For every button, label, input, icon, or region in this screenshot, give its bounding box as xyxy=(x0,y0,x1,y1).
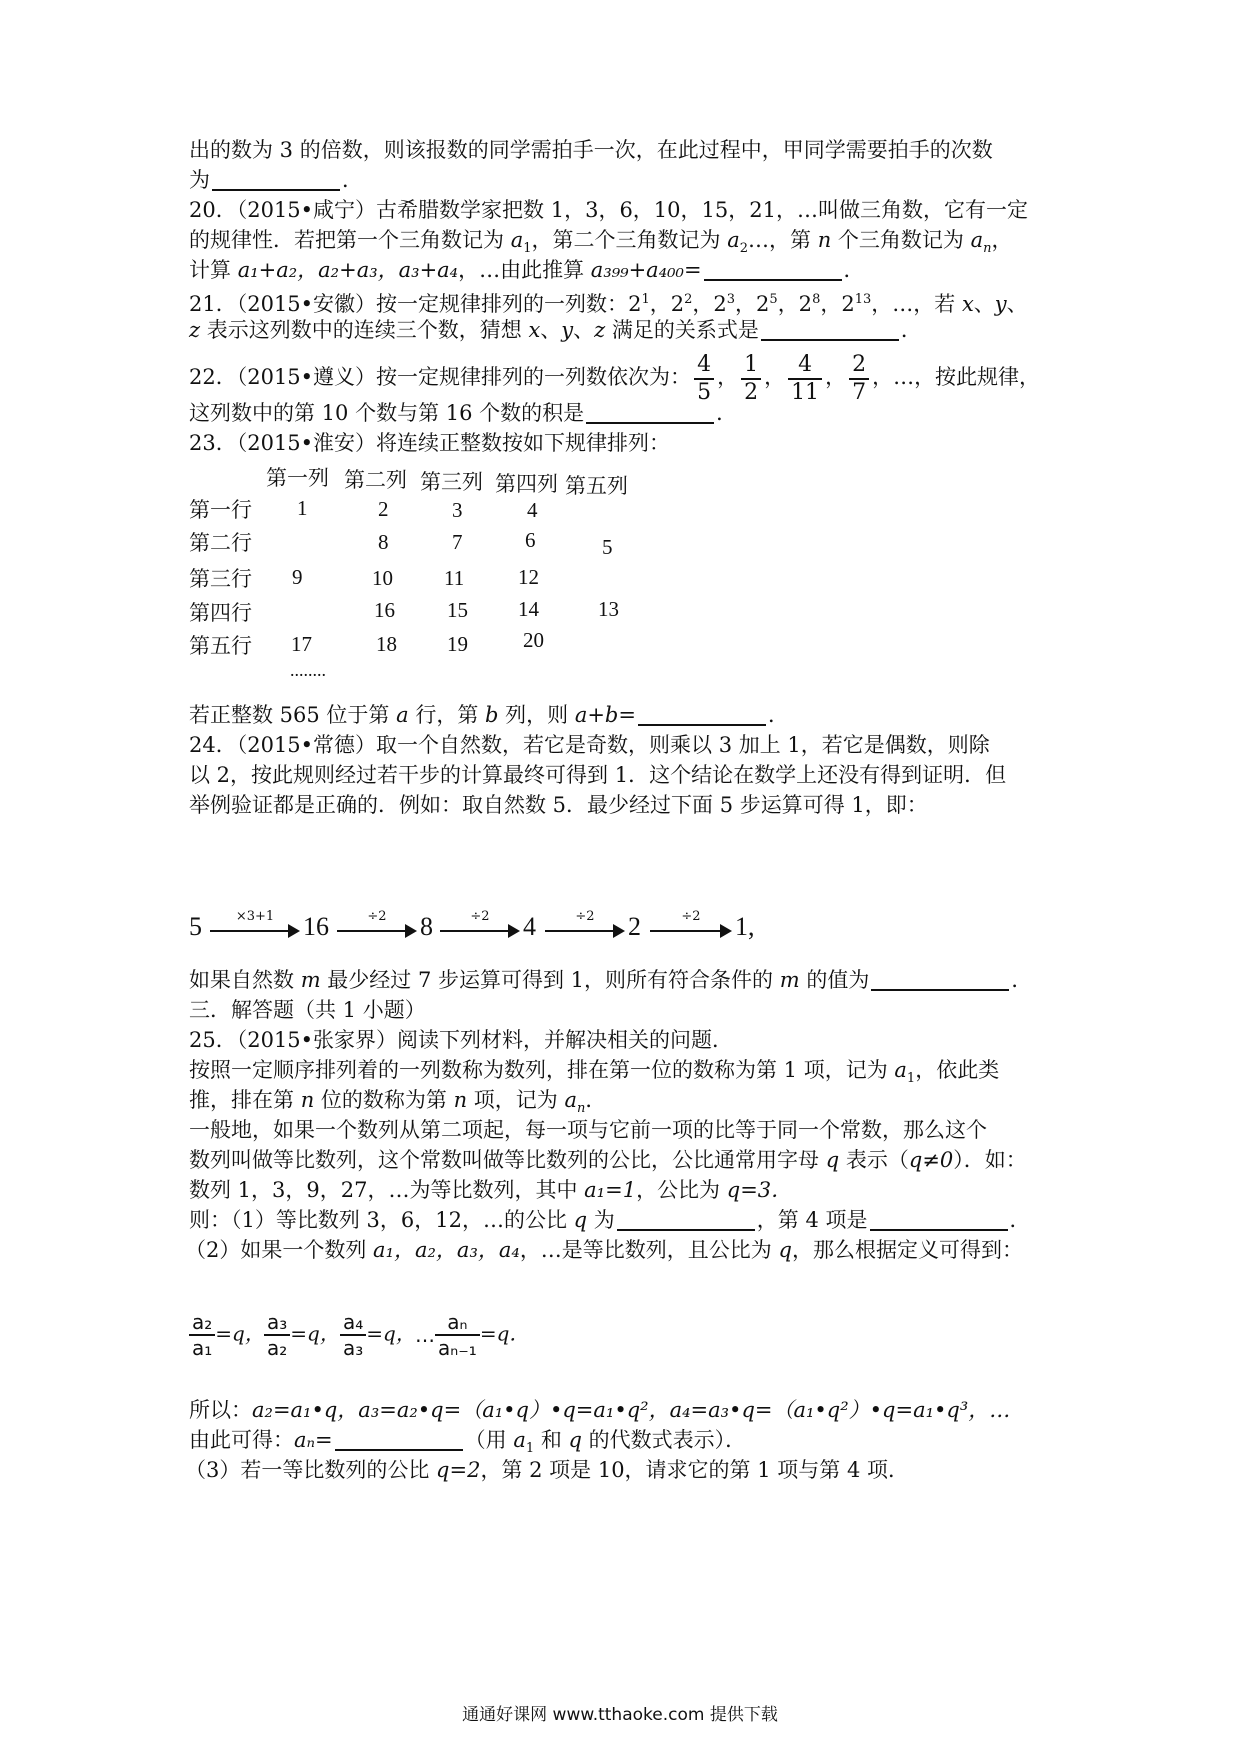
table-cell: 10 xyxy=(372,566,393,590)
table-cell: 5 xyxy=(602,535,613,559)
col-header-2: 第二列 xyxy=(344,468,407,492)
table-cell: 16 xyxy=(374,598,395,622)
answer-blank-q23[interactable] xyxy=(638,702,766,726)
table-cell: 15 xyxy=(447,598,468,622)
q20-line1: 20．（2015•咸宁）古希腊数学家把数 1，3，6，10，15，21，…叫做三角数，它有一定 xyxy=(189,198,1028,222)
q19-line2: 为 ． xyxy=(189,168,363,192)
table-ellipsis: ........ xyxy=(290,660,326,680)
ratio-formula: … $\frac{\text{aₙ}}{\text{aₙ₋₁}}$ =q． xyxy=(415,1310,530,1360)
answer-blank-q25-ratio[interactable] xyxy=(617,1207,755,1231)
collatz-number: 16 xyxy=(303,912,329,941)
arrow-icon: ÷2 xyxy=(440,915,520,945)
q25-line12: （3）若一等比数列的公比 q=2，第 2 项是 10，请求它的第 1 项与第 4 项． xyxy=(185,1458,909,1482)
q25-line4: 一般地，如果一个数列从第二项起，每一项与它前一项的比等于同一个常数，那么这个 xyxy=(189,1118,987,1142)
arrow-icon: ÷2 xyxy=(650,915,732,945)
row-header-1: 第一行 xyxy=(189,498,252,522)
table-cell: 12 xyxy=(518,565,539,589)
q23-line2: 若正整数 565 位于第 a 行，第 b 列，则 a+b= ． xyxy=(189,703,789,727)
table-cell: 1 xyxy=(297,496,308,520)
col-header-3: 第三列 xyxy=(420,470,483,494)
q25-line3: 推，排在第 n 位的数称为第 n 项，记为 $a_n$． xyxy=(189,1088,607,1117)
ratio-formula: $\frac{\text{a₃}}{\text{a₂}}$ =q， xyxy=(264,1310,340,1360)
q25-line7: 则：（1）等比数列 3，6，12，…的公比 q 为 ，第 4 项是 ． xyxy=(189,1208,1031,1232)
q25-line11: 由此可得：aₙ= （用 $a_1$ 和 q 的代数式表示）． xyxy=(189,1428,747,1457)
table-cell: 17 xyxy=(291,632,312,656)
table-cell: 18 xyxy=(376,632,397,656)
q22-line2: 这列数中的第 10 个数与第 16 个数的积是 ． xyxy=(189,401,738,425)
q24-line1: 24．（2015•常德）取一个自然数，若它是奇数，则乘以 3 加上 1，若它是偶数，则除 xyxy=(189,733,990,757)
answer-blank-q24[interactable] xyxy=(871,967,1009,991)
arrow-icon: ÷2 xyxy=(337,915,417,945)
answer-blank-q25-term4[interactable] xyxy=(870,1207,1008,1231)
table-cell: 11 xyxy=(444,566,465,590)
table-cell: 6 xyxy=(525,528,536,552)
q24-line4: 如果自然数 m 最少经过 7 步运算可得到 1，则所有符合条件的 m 的值为 ． xyxy=(189,968,1033,992)
q25-line10: 所以：a₂=a₁•q，a₃=a₂•q=（a₁•q）•q=a₁•q²，a₄=a₃•q=（a₁•q²）•q=a₁•q³，… xyxy=(189,1398,1011,1422)
answer-blank-q25-general[interactable] xyxy=(335,1427,463,1451)
ratio-formula: $\frac{\text{a₂}}{\text{a₁}}$ =q， xyxy=(189,1310,265,1360)
q20-line3: 计算 a₁+a₂，a₂+a₃，a₃+a₄，…由此推算 a₃₉₉+a₄₀₀= ． xyxy=(189,258,865,282)
collatz-number: 4 xyxy=(523,912,536,941)
row-header-2: 第二行 xyxy=(189,531,252,555)
answer-blank-q21[interactable] xyxy=(761,317,899,341)
q25-line5: 数列叫做等比数列，这个常数叫做等比数列的公比，公比通常用字母 q 表示（q≠0）．如： xyxy=(189,1148,1027,1172)
arrow-icon: ×3+1 xyxy=(210,915,300,945)
arrow-icon: ÷2 xyxy=(545,915,625,945)
q21-line1: 21．（2015•安徽）按一定规律排列的一列数：$2^1$，$2^2$，$2^3$，$2^5$，$2^8$，$2^{13}$，…，若 x、y、 xyxy=(189,292,1028,316)
collatz-number: 8 xyxy=(420,912,433,941)
q23-line1: 23．（2015•淮安）将连续正整数按如下规律排列： xyxy=(189,431,671,455)
q24-line2: 以 2，按此规则经过若干步的计算最终可得到 1．这个结论在数学上还没有得到证明．但 xyxy=(189,763,1007,787)
collatz-number: 5 xyxy=(189,912,202,941)
table-cell: 2 xyxy=(378,497,389,521)
row-header-4: 第四行 xyxy=(189,601,252,625)
fraction-1: $\frac{4}{5}$ xyxy=(694,352,714,406)
q25-line2: 按照一定顺序排列着的一列数称为数列，排在第一位的数称为第 1 项，记为 $a_1$，依此类 xyxy=(189,1058,1000,1087)
q20-line2: 的规律性．若把第一个三角数记为 $a_1$，第二个三角数记为 $a_2\dots$，第 n 个三角数记为 $a_n$， xyxy=(189,228,1013,257)
table-cell: 13 xyxy=(598,597,619,621)
col-header-1: 第一列 xyxy=(266,466,329,490)
q19-line1: 出的数为 3 的倍数，则该报数的同学需拍手一次，在此过程中，甲同学需要拍手的次数 xyxy=(189,138,993,162)
footer-credit: 通通好课网 www.tthaoke.com 提供下载 xyxy=(462,1705,778,1725)
answer-blank-q20[interactable] xyxy=(704,257,842,281)
fraction-2: $\frac{1}{2}$ xyxy=(741,352,761,406)
table-cell: 3 xyxy=(452,498,463,522)
col-header-4: 第四列 xyxy=(495,472,558,496)
answer-blank-q19[interactable] xyxy=(212,167,340,191)
q25-line8: （2）如果一个数列 a₁，a₂，a₃，a₄，…是等比数列，且公比为 q，那么根据定义可得到： xyxy=(185,1238,1023,1262)
table-cell: 8 xyxy=(378,530,389,554)
q21-line2: z 表示这列数中的连续三个数，猜想 x、y、z 满足的关系式是 ． xyxy=(189,318,922,342)
q25-line1: 25．（2015•张家界）阅读下列材料，并解决相关的问题． xyxy=(189,1028,734,1052)
collatz-number: 2 xyxy=(628,912,641,941)
table-cell: 14 xyxy=(518,597,539,621)
answer-blank-q22[interactable] xyxy=(586,400,714,424)
row-header-3: 第三行 xyxy=(189,567,252,591)
q24-line3: 举例验证都是正确的．例如：取自然数 5．最少经过下面 5 步运算可得 1，即： xyxy=(189,793,928,817)
table-cell: 19 xyxy=(447,632,468,656)
collatz-number: 1, xyxy=(735,912,755,941)
q22-line1: 22．（2015•遵义）按一定规律排列的一列数依次为： $\frac{4}{5}$ ， $\frac{1}{2}$ ， $\frac{4}{11}$ ， $\frac{2}{7}$ ，…，按此规律， xyxy=(189,351,1041,405)
col-header-5: 第五列 xyxy=(565,474,628,498)
table-cell: 20 xyxy=(523,628,544,652)
table-cell: 7 xyxy=(452,530,463,554)
fraction-3: $\frac{4}{11}$ xyxy=(788,352,822,406)
table-cell: 9 xyxy=(292,565,303,589)
row-header-5: 第五行 xyxy=(189,634,252,658)
section-heading: 三．解答题（共 1 小题） xyxy=(189,998,426,1022)
fraction-4: $\frac{2}{7}$ xyxy=(849,352,869,406)
q25-line6: 数列 1，3，9，27，…为等比数列，其中 a₁=1，公比为 q=3． xyxy=(189,1178,793,1202)
ratio-formula: $\frac{\text{a₄}}{\text{a₃}}$ =q， xyxy=(340,1310,416,1360)
table-cell: 4 xyxy=(527,498,538,522)
